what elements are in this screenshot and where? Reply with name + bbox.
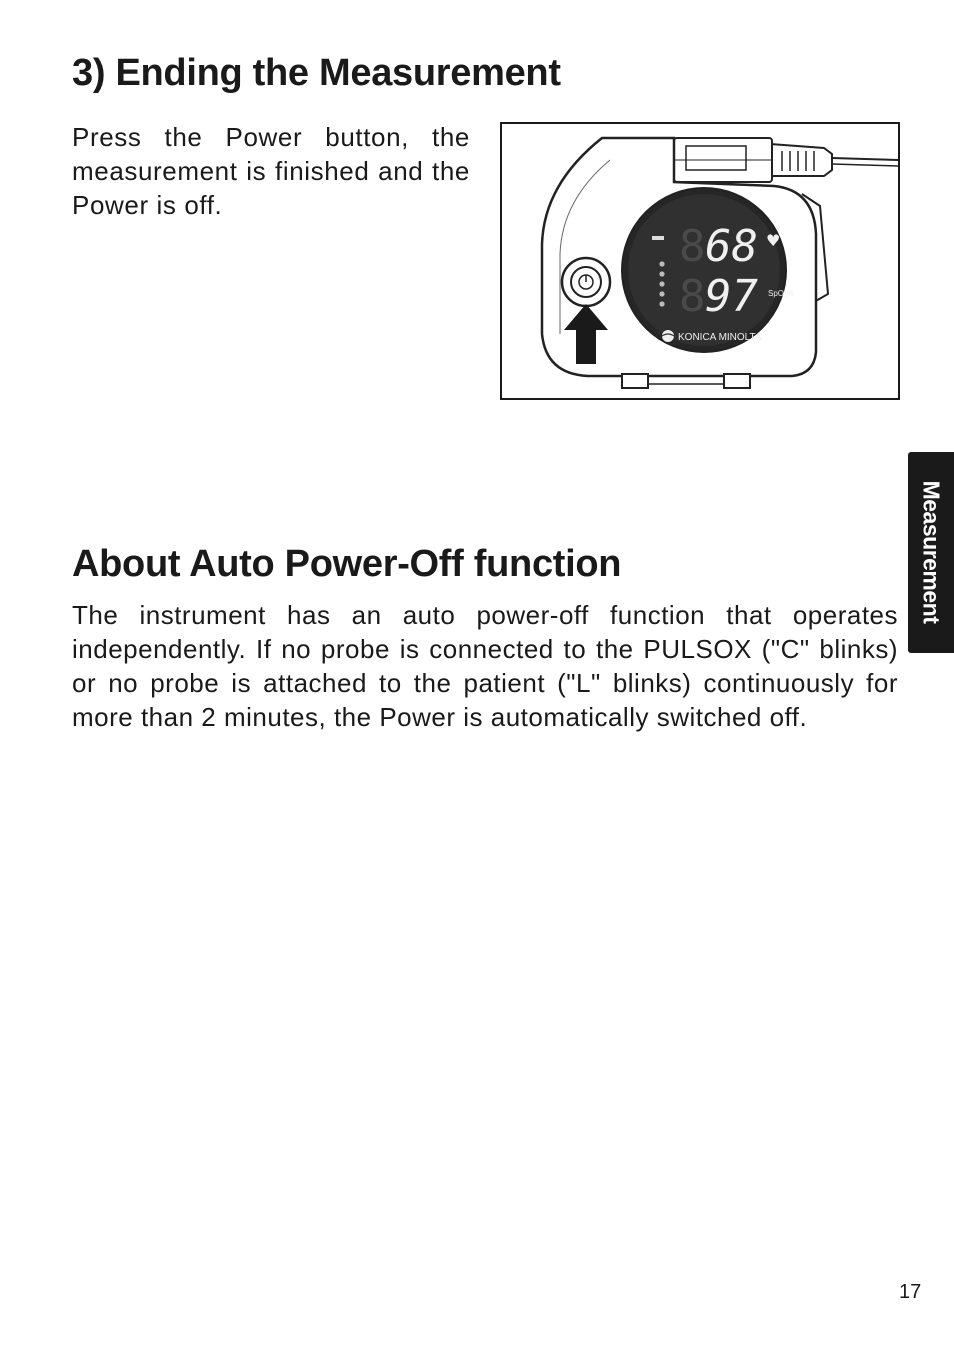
section-heading-auto-power-off: About Auto Power-Off function — [72, 543, 622, 585]
side-tab-measurement — [908, 452, 954, 653]
device-illustration — [500, 122, 900, 400]
ending-measurement-text: Press the Power button, the measurement is finished and the Power is off. — [72, 122, 470, 220]
side-tab-label: Measurement — [918, 480, 945, 624]
spo2-readout: 97 — [705, 271, 758, 322]
auto-power-off-text: The instrument has an auto power-off function that operates independently. If no probe is connected to the PULSOX ("C" blinks) or no probe is attached to the patient ("L" blinks) continuously for more than 2 minutes, the Power is automatically switched off. — [72, 600, 898, 732]
pulse-rate-readout: 68 — [705, 221, 758, 272]
page-number: 17 — [899, 1281, 922, 1303]
heart-icon: ♥ — [766, 231, 781, 250]
brand-logo-text: KONICA MINOLTA — [678, 332, 762, 343]
svg-text:8: 8 — [679, 271, 706, 322]
svg-text:8: 8 — [679, 221, 706, 272]
spo2-unit-label: SpO₂% — [768, 289, 795, 298]
section-heading-ending-measurement: 3) Ending the Measurement — [72, 52, 561, 94]
